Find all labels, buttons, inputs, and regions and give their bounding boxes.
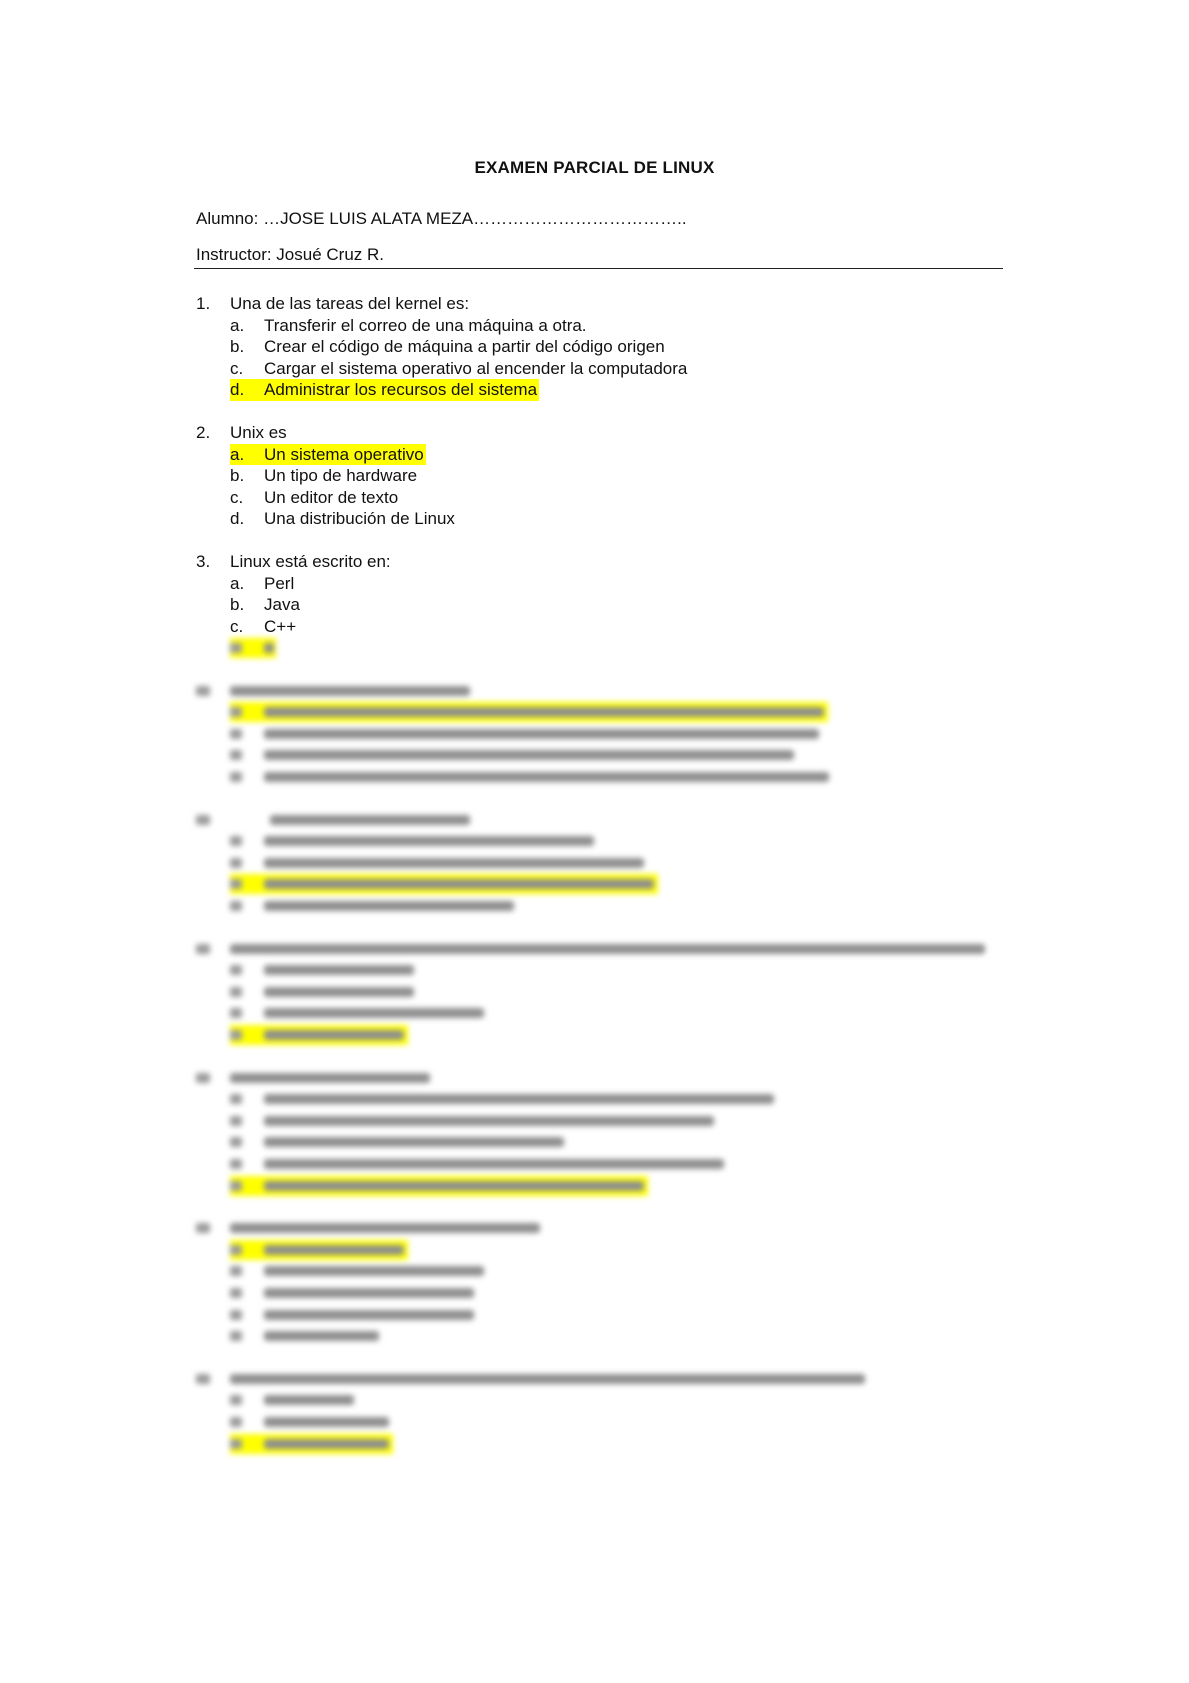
question-number: 2.	[196, 422, 211, 442]
option-d-highlighted-blurred	[230, 638, 276, 658]
option-a-highlighted: a. Un sistema operativo	[230, 444, 424, 464]
option-d: d. Una distribución de Linux	[230, 509, 455, 529]
question-3	[196, 551, 1016, 659]
student-name-line: Alumno: …JOSE LUIS ALATA MEZA………………………………..	[196, 209, 687, 228]
option-b: b. Java	[230, 595, 300, 615]
question-2	[196, 422, 1016, 530]
option-b: b. Crear el código de máquina a partir del código origen	[230, 337, 665, 357]
header-divider	[194, 268, 1003, 269]
question-text: Linux está escrito en:	[230, 551, 391, 571]
option-a: a. Perl	[230, 573, 295, 593]
option-d-highlighted: d. Administrar los recursos del sistema	[230, 380, 538, 400]
option-c: c. C++	[230, 616, 297, 636]
blurred-question-6	[196, 938, 1016, 1046]
question-text: Unix es	[230, 422, 287, 442]
question-number: 3.	[196, 551, 211, 571]
blurred-question-4	[196, 680, 1016, 788]
question-text: Una de las tareas del kernel es:	[230, 294, 470, 313]
question-list	[196, 293, 1016, 1475]
blurred-question-5	[196, 809, 1016, 917]
blurred-question-7	[196, 1067, 1016, 1197]
blurred-question-8	[196, 1217, 1016, 1347]
question-number: 1.	[196, 294, 211, 313]
blurred-question-9	[196, 1368, 1016, 1454]
option-a: a. Transferir el correo de una máquina a otra.	[230, 315, 587, 335]
option-c: c. Cargar el sistema operativo al encender la computadora	[230, 358, 688, 378]
question-1	[196, 293, 1016, 401]
exam-title: EXAMEN PARCIAL DE LINUX	[474, 158, 715, 177]
instructor-line: Instructor: Josué Cruz R.	[196, 245, 385, 264]
option-c: c. Un editor de texto	[230, 487, 399, 507]
option-b: b. Un tipo de hardware	[230, 466, 418, 486]
